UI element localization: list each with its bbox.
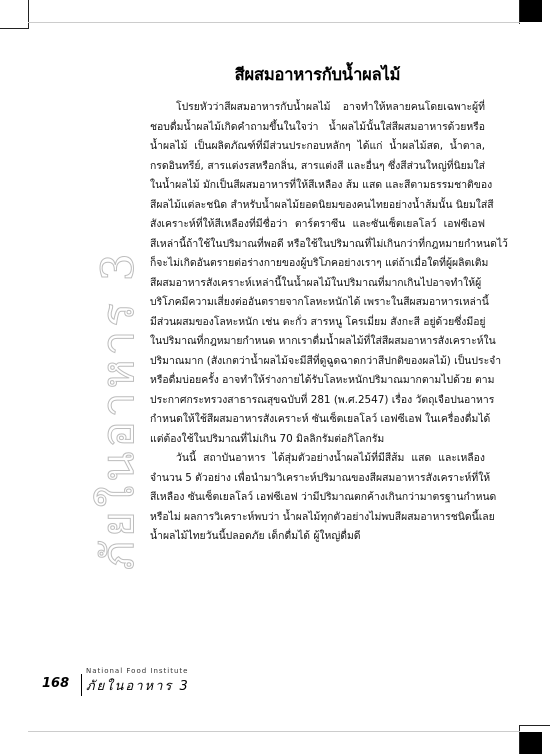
footer-institute: National Food Institute bbox=[86, 667, 189, 675]
text-line: แต่ต้องใช้ในปริมาณที่ไม่เกิน 70 มิลลิกรัมต่อกิโลกรัม bbox=[150, 432, 385, 445]
registration-block-top bbox=[520, 0, 542, 22]
trim-line-top bbox=[28, 22, 520, 23]
article bbox=[150, 62, 508, 547]
text-line: โปรยหัวว่าสีผสมอาหารกับน้ำผลไม้ อาจทำให้หลายคนโดยเฉพาะผู้ที่ bbox=[176, 101, 485, 113]
text-line: สีผลไม้แต่ละชนิด สำหรับน้ำผลไม้ยอดนิยมของคนไทยอย่างน้ำส้มนั้น นิยมใส่สี bbox=[150, 198, 494, 211]
section-watermark-text: ภัยในอาหาร 3 bbox=[93, 249, 144, 570]
text-line: สีผสมอาหารสังเคราะห์เหล่านี้ในน้ำผลไม้ในปริมาณที่มากเกินไปอาจทำให้ผู้ bbox=[150, 276, 482, 289]
text-line: จำนวน 5 ตัวอย่าง เพื่อนำมาวิเคราะห์ปริมาณของสีผสมอาหารสังเคราะห์ที่ให้ bbox=[150, 471, 491, 484]
section-watermark bbox=[73, 80, 144, 580]
text-line: หรือดื่มบ่อยครั้ง อาจทำให้ร่างกายได้รับโลหะหนักปริมาณมากตามไปด้วย ตาม bbox=[150, 374, 495, 386]
page-footer bbox=[30, 665, 250, 705]
text-line: สีเหลือง ซันเซ็ตเยลโลว์ เอฟซีเอฟ ว่ามีปริมาณตกค้างเกินกว่ามาตรฐานกำหนด bbox=[150, 491, 497, 503]
text-line: กรดอินทรีย์, สารแต่งรสหรือกลิ่น, สารแต่งสี และอื่นๆ ซึ่งสีส่วนใหญ่ที่นิยมใส่ bbox=[150, 159, 485, 172]
text-line: ปริมาณมาก (สังเกตว่าน้ำผลไม้จะมีสีที่ดูฉูดฉาดกว่าสีปกติของผลไม้) เป็นประจำ bbox=[150, 354, 502, 367]
text-line: ในปริมาณที่กฎหมายกำหนด หากเราดื่มน้ำผลไม้ที่ใส่สีผสมอาหารสังเคราะห์ใน bbox=[150, 335, 496, 347]
footer-book-title: ภัยในอาหาร 3 bbox=[86, 679, 190, 694]
crop-mark-top-left bbox=[0, 0, 29, 29]
text-line: หรือไม่ ผลการวิเคราะห์พบว่า น้ำผลไม้ทุกตัวอย่างไม่พบสีผสมอาหารชนิดนี้เลย bbox=[150, 510, 495, 523]
text-line: มีส่วนผสมของโลหะหนัก เช่น ตะกั่ว สารหนู โครเมี่ยม สังกะสี อยู่ด้วยซึ่งมีอยู่ bbox=[150, 315, 486, 328]
text-line: ก็จะไม่เกิดอันตรายต่อร่างกายของผู้บริโภคอย่างเราๆ แต่ถ้าเมื่อใดที่ผู้ผลิตเติม bbox=[150, 257, 489, 269]
article-title: สีผสมอาหารกับน้ำผลไม้ bbox=[234, 65, 401, 84]
text-line: ในน้ำผลไม้ มักเป็นสีผสมอาหารที่ให้สีเหลือง ส้ม แสด และสีตามธรรมชาติของ bbox=[150, 179, 493, 191]
trim-line-bottom bbox=[28, 731, 520, 732]
page-number: 168 bbox=[42, 676, 70, 691]
text-line: สังเคราะห์ที่ให้สีเหลืองที่มีชื่อว่า ตาร์ตราซีน และซันเซ็ตเยลโลว์ เอฟซีเอฟ bbox=[150, 218, 485, 230]
text-line: น้ำผลไม้ เป็นผลิตภัณฑ์ที่มีส่วนประกอบหลักๆ ได้แก่ น้ำผลไม้สด, น้ำตาล, bbox=[150, 140, 485, 152]
text-line: บริโภคมีความเสี่ยงต่ออันตรายจากโลหะหนักได้ เพราะในสีผสมอาหารเหล่านี้ bbox=[150, 296, 489, 308]
registration-block-bottom bbox=[520, 732, 542, 754]
text-line: สีเหล่านี้ถ้าใช้ในปริมาณที่พอดี หรือใช้ในปริมาณที่ไม่เกินกว่าที่กฎหมายกำหนดไว้ bbox=[150, 237, 508, 250]
text-line: ชอบดื่มน้ำผลไม้เกิดคำถามขึ้นในใจว่า น้ำผลไม้นั้นใส่สีผสมอาหารด้วยหรือ bbox=[150, 120, 485, 133]
text-line: กำหนดให้ใช้สีผสมอาหารสังเคราะห์ ซันเซ็ตเยลโลว์ เอฟซีเอฟ ในเครื่องดื่มได้ bbox=[150, 413, 491, 425]
text-line: วันนี้ สถาบันอาหาร ได้สุ่มตัวอย่างน้ำผลไม้ที่มีสีส้ม แสด และเหลือง bbox=[176, 452, 485, 464]
text-line: น้ำผลไม้ไทยวันนี้ปลอดภัย เด็กดื่มได้ ผู้ใหญ่ดื่มดี bbox=[150, 530, 361, 542]
footer-divider bbox=[81, 674, 82, 696]
text-line: ประกาศกระทรวงสาธารณสุขฉบับที่ 281 (พ.ศ.2547) เรื่อง วัตถุเจือปนอาหาร bbox=[150, 393, 495, 406]
paragraph-1 bbox=[150, 98, 508, 449]
paragraph-2 bbox=[150, 449, 497, 547]
